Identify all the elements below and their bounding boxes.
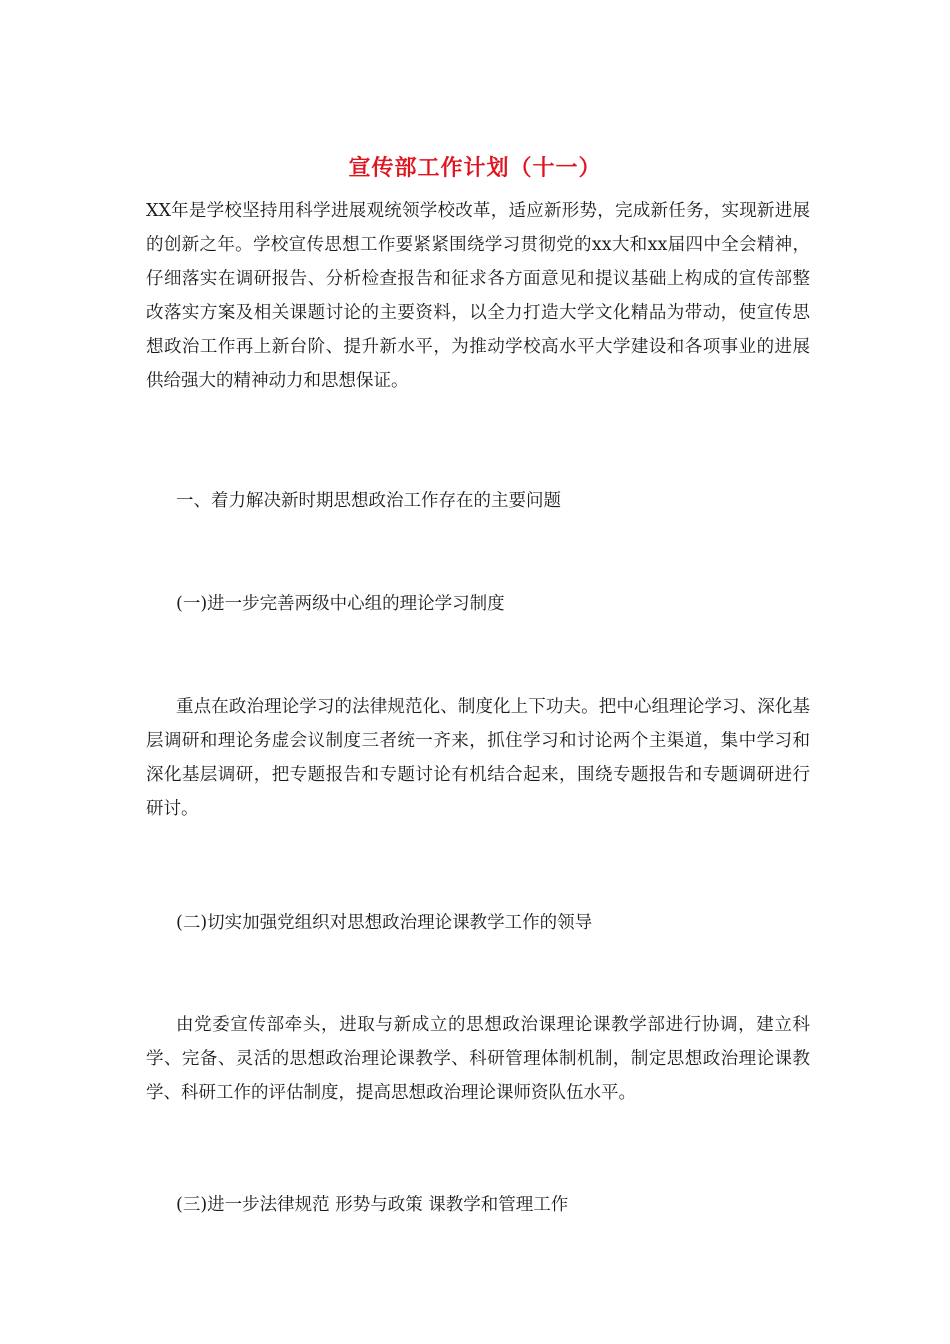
subsection-heading-2: (二)切实加强党组织对思想政治理论课教学工作的领导: [176, 913, 593, 933]
subsection-body-2: 由党委宣传部牵头，进取与新成立的思想政治课理论课教学部进行协调，建立科学、完备、灵活的思想政治理论课教学、科研管理体制机制，制定思想政治理论课教学、科研工作的评估制度，提高思想政治理论课师资队伍水平。: [146, 1015, 810, 1103]
document-title: 宣传部工作计划（十一）: [348, 155, 602, 181]
subsection-heading-1: (一)进一步完善两级中心组的理论学习制度: [176, 594, 505, 614]
subsection-body-1: 重点在政治理论学习的法律规范化、制度化上下功夫。把中心组理论学习、深化基层调研和理论务虚会议制度三者统一齐来，抓住学习和讨论两个主渠道，集中学习和深化基层调研，把专题报告和专题讨论有机结合起来，围绕专题报告和专题调研进行研讨。: [146, 697, 810, 819]
subsection-heading-3: (三)进一步法律规范 形势与政策 课教学和管理工作: [176, 1195, 569, 1215]
section-heading-1: 一、着力解决新时期思想政治工作存在的主要问题: [176, 491, 561, 511]
intro-paragraph: XX年是学校坚持用科学进展观统领学校改革，适应新形势，完成新任务，实现新进展的创新之年。学校宣传思想工作要紧紧围绕学习贯彻党的xx大和xx届四中全会精神，仔细落实在调研报告、分析检查报告和征求各方面意见和提议基础上构成的宣传部整改落实方案及相关课题讨论的主要资料，以全力打造大学文化精品为带动，使宣传思想政治工作再上新台阶、提升新水平，为推动学校高水平大学建设和各项事业的进展供给强大的精神动力和思想保证。: [146, 201, 810, 391]
